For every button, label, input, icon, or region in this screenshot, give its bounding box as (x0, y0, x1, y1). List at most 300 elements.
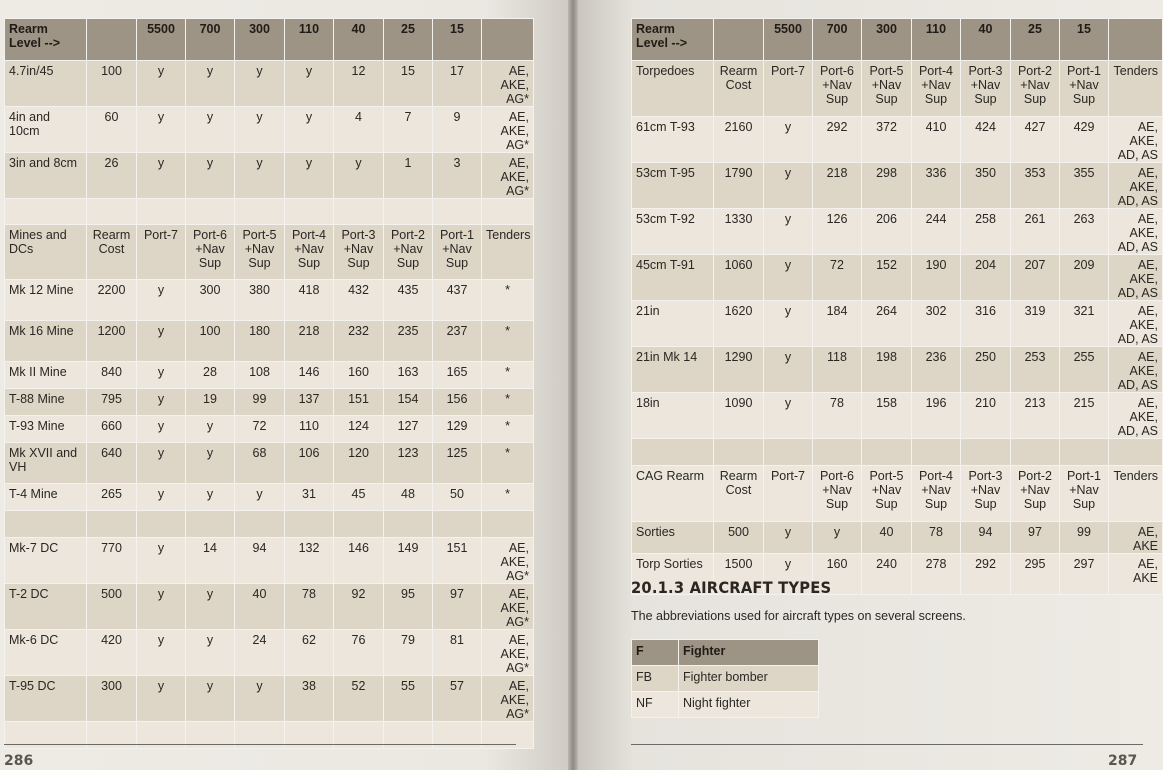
cell-lvl-300: y (235, 107, 285, 153)
cell-lvl-5500: y (764, 301, 813, 347)
cell-lvl-5500: Port-7 (137, 225, 186, 280)
cell-item (5, 199, 87, 225)
cell-lvl-700: Port-6 +Nav Sup (813, 61, 862, 117)
aircraft-name: Fighter bomber (679, 666, 819, 692)
header-cell-cost (87, 19, 137, 61)
cell-item: Mk II Mine (5, 362, 87, 389)
cell-lvl-5500: y (137, 538, 186, 584)
header-cell-lvl-5500: 5500 (764, 19, 813, 61)
cell-lvl-15: 17 (433, 61, 482, 107)
aircraft-abbr: NF (632, 692, 679, 718)
cell-lvl-25: 253 (1011, 347, 1060, 393)
table-row (5, 443, 534, 484)
cell-cost: 500 (87, 584, 137, 630)
cell-item: Sorties (632, 522, 714, 554)
header-cell-lvl-300: 300 (862, 19, 912, 61)
cell-tenders (482, 199, 534, 225)
aircraft-abbr: FB (632, 666, 679, 692)
cell-lvl-25: 7 (384, 107, 433, 153)
table-row (5, 484, 534, 511)
cell-lvl-15: 255 (1060, 347, 1109, 393)
cell-lvl-5500: y (137, 280, 186, 321)
cell-cost: 1060 (714, 255, 764, 301)
cell-lvl-300: Port-5 +Nav Sup (235, 225, 285, 280)
cell-lvl-700: 218 (813, 163, 862, 209)
table-row (5, 61, 534, 107)
section-heading: 20.1.3 AIRCRAFT TYPES (631, 578, 832, 597)
cell-cost: 770 (87, 538, 137, 584)
cell-lvl-110: y (285, 107, 334, 153)
table-row (5, 321, 534, 362)
cell-lvl-110: 110 (285, 416, 334, 443)
cell-lvl-40: Port-3 +Nav Sup (961, 61, 1011, 117)
table-row (5, 538, 534, 584)
cell-lvl-40: 210 (961, 393, 1011, 439)
cell-lvl-300: y (235, 484, 285, 511)
cell-lvl-40 (961, 439, 1011, 466)
table-row (5, 676, 534, 722)
header-cell-lvl-15: 15 (433, 19, 482, 61)
cell-lvl-5500: y (137, 389, 186, 416)
table-header-row (5, 19, 534, 61)
cell-lvl-300: 158 (862, 393, 912, 439)
cell-lvl-5500: y (137, 443, 186, 484)
cell-lvl-700: y (186, 153, 235, 199)
cell-lvl-5500: y (764, 209, 813, 255)
cell-lvl-110: 137 (285, 389, 334, 416)
cell-lvl-5500: y (137, 584, 186, 630)
left-footer-rule (4, 744, 516, 745)
table-row (5, 225, 534, 280)
cell-lvl-300 (235, 511, 285, 538)
cell-lvl-40: 52 (334, 676, 384, 722)
cell-lvl-300: 40 (235, 584, 285, 630)
cell-lvl-110: 410 (912, 117, 961, 163)
cell-item: Mk-6 DC (5, 630, 87, 676)
cell-item (5, 511, 87, 538)
cell-lvl-300: 68 (235, 443, 285, 484)
cell-item: Torp Sorties (632, 554, 714, 595)
cell-lvl-15: 165 (433, 362, 482, 389)
cell-lvl-700: y (186, 630, 235, 676)
cell-tenders: AE, AKE, AG* (482, 107, 534, 153)
cell-item: Mk 12 Mine (5, 280, 87, 321)
cell-lvl-110: 418 (285, 280, 334, 321)
cell-item: T-2 DC (5, 584, 87, 630)
cell-cost: 2200 (87, 280, 137, 321)
cell-lvl-25: 213 (1011, 393, 1060, 439)
cell-item: Mk 16 Mine (5, 321, 87, 362)
table-row (632, 466, 1163, 522)
cell-lvl-300: 372 (862, 117, 912, 163)
table-row (632, 61, 1163, 117)
cell-lvl-15: Port-1 +Nav Sup (433, 225, 482, 280)
cell-lvl-300: 94 (235, 538, 285, 584)
cell-lvl-15: 81 (433, 630, 482, 676)
cell-lvl-25: 319 (1011, 301, 1060, 347)
cell-lvl-40: 4 (334, 107, 384, 153)
cell-lvl-40: 160 (334, 362, 384, 389)
cell-lvl-110: 336 (912, 163, 961, 209)
cell-lvl-110: 106 (285, 443, 334, 484)
cell-cost: 500 (714, 522, 764, 554)
cell-lvl-25: 1 (384, 153, 433, 199)
cell-lvl-40: 232 (334, 321, 384, 362)
cell-lvl-110: 278 (912, 554, 961, 595)
cell-lvl-40: Port-3 +Nav Sup (334, 225, 384, 280)
section-description: The abbreviations used for aircraft types on several screens. (631, 609, 966, 623)
cell-lvl-15: 263 (1060, 209, 1109, 255)
cell-item: CAG Rearm (632, 466, 714, 522)
cell-lvl-5500: y (137, 107, 186, 153)
table-row (632, 209, 1163, 255)
cell-lvl-15: 3 (433, 153, 482, 199)
cell-lvl-110: 132 (285, 538, 334, 584)
cell-lvl-300: 198 (862, 347, 912, 393)
cell-item: 3in and 8cm (5, 153, 87, 199)
cell-lvl-110 (285, 511, 334, 538)
header-cell-lvl-15: 15 (1060, 19, 1109, 61)
cell-lvl-300: 108 (235, 362, 285, 389)
cell-lvl-110: 38 (285, 676, 334, 722)
aircraft-types-table (631, 639, 819, 718)
cell-cost: 840 (87, 362, 137, 389)
cell-lvl-300: y (235, 153, 285, 199)
cell-lvl-110: 31 (285, 484, 334, 511)
cell-lvl-5500: y (764, 255, 813, 301)
cell-cost: 1200 (87, 321, 137, 362)
cell-item: 53cm T-92 (632, 209, 714, 255)
cell-item: 61cm T-93 (632, 117, 714, 163)
cell-item: T-4 Mine (5, 484, 87, 511)
header-cell-cost (714, 19, 764, 61)
cell-lvl-110: 196 (912, 393, 961, 439)
cell-lvl-700: y (186, 61, 235, 107)
cell-lvl-700: y (186, 484, 235, 511)
cell-item: Mk-7 DC (5, 538, 87, 584)
cell-lvl-700: y (186, 584, 235, 630)
cell-tenders: * (482, 321, 534, 362)
cell-lvl-110: 218 (285, 321, 334, 362)
cell-lvl-15: 151 (433, 538, 482, 584)
cell-lvl-300: y (235, 61, 285, 107)
cell-lvl-300: 152 (862, 255, 912, 301)
cell-lvl-300: Port-5 +Nav Sup (862, 61, 912, 117)
cell-lvl-5500: y (137, 676, 186, 722)
cell-lvl-700: y (186, 107, 235, 153)
table-row (632, 301, 1163, 347)
cell-cost: 795 (87, 389, 137, 416)
table-row (5, 416, 534, 443)
cell-lvl-5500: y (764, 347, 813, 393)
cell-lvl-5500: y (137, 630, 186, 676)
header-cell-tenders (1109, 19, 1163, 61)
cell-tenders: * (482, 443, 534, 484)
cell-lvl-5500: Port-7 (764, 61, 813, 117)
table-row (5, 107, 534, 153)
cell-lvl-25: 95 (384, 584, 433, 630)
cell-lvl-40 (334, 511, 384, 538)
header-cell-lvl-300: 300 (235, 19, 285, 61)
cell-lvl-25: 55 (384, 676, 433, 722)
cell-lvl-15: 50 (433, 484, 482, 511)
cell-lvl-300: 240 (862, 554, 912, 595)
cell-lvl-5500: y (764, 163, 813, 209)
cell-lvl-40: 120 (334, 443, 384, 484)
cell-lvl-25: Port-2 +Nav Sup (1011, 61, 1060, 117)
cell-lvl-300: 180 (235, 321, 285, 362)
cell-tenders: AE, AKE (1109, 522, 1163, 554)
cell-lvl-25: 435 (384, 280, 433, 321)
cell-lvl-25: 427 (1011, 117, 1060, 163)
cell-lvl-15: 97 (433, 584, 482, 630)
cell-lvl-5500: y (764, 117, 813, 163)
cell-cost: 300 (87, 676, 137, 722)
cell-tenders: AE, AKE, AD, AS (1109, 301, 1163, 347)
cell-lvl-5500: y (137, 61, 186, 107)
cell-tenders: AE, AKE, AD, AS (1109, 163, 1163, 209)
cell-lvl-700: 126 (813, 209, 862, 255)
cell-lvl-700: y (813, 522, 862, 554)
cell-lvl-700: 118 (813, 347, 862, 393)
cell-lvl-300: 380 (235, 280, 285, 321)
cell-lvl-110: Port-4 +Nav Sup (912, 466, 961, 522)
cell-lvl-5500: Port-7 (764, 466, 813, 522)
cell-lvl-700: 160 (813, 554, 862, 595)
cell-item: T-95 DC (5, 676, 87, 722)
cell-tenders: AE, AKE, AD, AS (1109, 255, 1163, 301)
cell-cost: Rearm Cost (87, 225, 137, 280)
cell-lvl-40: 76 (334, 630, 384, 676)
cell-lvl-700: 300 (186, 280, 235, 321)
cell-cost: 420 (87, 630, 137, 676)
header-cell-lvl-110: 110 (912, 19, 961, 61)
cell-lvl-5500: y (137, 362, 186, 389)
cell-cost: 265 (87, 484, 137, 511)
cell-lvl-700: 292 (813, 117, 862, 163)
cell-cost: 1090 (714, 393, 764, 439)
book-spine (568, 0, 578, 770)
cell-lvl-5500: y (137, 416, 186, 443)
cell-lvl-25: 48 (384, 484, 433, 511)
cell-cost: Rearm Cost (714, 61, 764, 117)
cell-lvl-40: 316 (961, 301, 1011, 347)
cell-lvl-700: 100 (186, 321, 235, 362)
cell-cost: 1290 (714, 347, 764, 393)
cell-cost: Rearm Cost (714, 466, 764, 522)
cell-lvl-5500: y (764, 522, 813, 554)
cell-lvl-700: y (186, 416, 235, 443)
cell-lvl-300: 298 (862, 163, 912, 209)
header-cell-lvl-110: 110 (285, 19, 334, 61)
cell-lvl-15: 129 (433, 416, 482, 443)
cell-lvl-25: Port-2 +Nav Sup (1011, 466, 1060, 522)
cell-lvl-700: Port-6 +Nav Sup (813, 466, 862, 522)
aircraft-row (632, 692, 819, 718)
cell-cost (87, 199, 137, 225)
cell-tenders: AE, AKE, AG* (482, 630, 534, 676)
cell-lvl-40: 92 (334, 584, 384, 630)
cell-lvl-300: y (235, 676, 285, 722)
cell-item: 4in and 10cm (5, 107, 87, 153)
cell-lvl-700: 19 (186, 389, 235, 416)
cell-lvl-300 (862, 439, 912, 466)
cell-cost: 1620 (714, 301, 764, 347)
cell-tenders (1109, 439, 1163, 466)
cell-lvl-5500: y (137, 321, 186, 362)
header-cell-item: Rearm Level --> (632, 19, 714, 61)
cell-tenders: Tenders (1109, 466, 1163, 522)
cell-lvl-40: 424 (961, 117, 1011, 163)
cell-lvl-25 (384, 199, 433, 225)
cell-lvl-5500 (137, 199, 186, 225)
cell-lvl-15: 99 (1060, 522, 1109, 554)
table-row (5, 389, 534, 416)
cell-lvl-5500: y (764, 554, 813, 595)
cell-lvl-40: y (334, 153, 384, 199)
cell-cost: 660 (87, 416, 137, 443)
cell-lvl-40: 204 (961, 255, 1011, 301)
cell-lvl-700: y (186, 443, 235, 484)
cell-lvl-25: 97 (1011, 522, 1060, 554)
cell-lvl-15: 437 (433, 280, 482, 321)
cell-cost: 2160 (714, 117, 764, 163)
table-row (632, 393, 1163, 439)
cell-item: Mk XVII and VH (5, 443, 87, 484)
cell-lvl-5500 (137, 511, 186, 538)
cell-tenders: AE, AKE, AD, AS (1109, 209, 1163, 255)
cell-lvl-5500: y (137, 484, 186, 511)
cell-lvl-40: 432 (334, 280, 384, 321)
cell-cost: 26 (87, 153, 137, 199)
cell-lvl-40 (334, 199, 384, 225)
cell-lvl-40: 124 (334, 416, 384, 443)
cell-cost: 1790 (714, 163, 764, 209)
aircraft-abbr-header: F (632, 640, 679, 666)
cell-lvl-5500 (764, 439, 813, 466)
spacer-row (5, 199, 534, 225)
cell-lvl-25 (1011, 439, 1060, 466)
cell-lvl-700: 28 (186, 362, 235, 389)
table-row (5, 362, 534, 389)
header-cell-lvl-40: 40 (334, 19, 384, 61)
table-row (5, 584, 534, 630)
cell-lvl-40: 250 (961, 347, 1011, 393)
cell-lvl-5500: y (764, 393, 813, 439)
cell-tenders: * (482, 484, 534, 511)
cell-tenders: * (482, 280, 534, 321)
cell-lvl-700: y (186, 676, 235, 722)
cell-item (632, 439, 714, 466)
right-footer-rule (631, 744, 1143, 745)
cell-lvl-700: Port-6 +Nav Sup (186, 225, 235, 280)
cell-lvl-15: 321 (1060, 301, 1109, 347)
cell-lvl-300: 72 (235, 416, 285, 443)
aircraft-header-row (632, 640, 819, 666)
cell-tenders: * (482, 416, 534, 443)
header-cell-lvl-700: 700 (186, 19, 235, 61)
cell-lvl-40: Port-3 +Nav Sup (961, 466, 1011, 522)
cell-lvl-40: 292 (961, 554, 1011, 595)
cell-item: 4.7in/45 (5, 61, 87, 107)
cell-lvl-300 (235, 199, 285, 225)
cell-tenders: AE, AKE, AG* (482, 153, 534, 199)
table-header-row (632, 19, 1163, 61)
header-cell-tenders (482, 19, 534, 61)
cell-lvl-110: y (285, 153, 334, 199)
cell-lvl-15 (433, 511, 482, 538)
cell-lvl-5500: y (137, 153, 186, 199)
cell-lvl-110: 78 (285, 584, 334, 630)
cell-lvl-25: 353 (1011, 163, 1060, 209)
cell-lvl-25: 235 (384, 321, 433, 362)
header-cell-item: Rearm Level --> (5, 19, 87, 61)
cell-cost: 100 (87, 61, 137, 107)
cell-lvl-15 (1060, 439, 1109, 466)
cell-lvl-110: 244 (912, 209, 961, 255)
cell-lvl-110: 62 (285, 630, 334, 676)
table-row (5, 280, 534, 321)
cell-lvl-15: Port-1 +Nav Sup (1060, 61, 1109, 117)
cell-item: Mines and DCs (5, 225, 87, 280)
cell-lvl-110 (285, 199, 334, 225)
header-cell-lvl-700: 700 (813, 19, 862, 61)
cell-lvl-700: 184 (813, 301, 862, 347)
cell-lvl-40: 258 (961, 209, 1011, 255)
cell-lvl-40: 350 (961, 163, 1011, 209)
table-row (5, 630, 534, 676)
cell-lvl-40: 146 (334, 538, 384, 584)
cell-cost: 640 (87, 443, 137, 484)
cell-tenders (482, 511, 534, 538)
cell-lvl-300: 264 (862, 301, 912, 347)
aircraft-name: Night fighter (679, 692, 819, 718)
cell-lvl-15: 125 (433, 443, 482, 484)
table-row (632, 347, 1163, 393)
table-row (632, 117, 1163, 163)
cell-item: 45cm T-91 (632, 255, 714, 301)
cell-lvl-15: 297 (1060, 554, 1109, 595)
cell-lvl-25: 261 (1011, 209, 1060, 255)
cell-tenders: AE, AKE, AG* (482, 584, 534, 630)
cell-cost: 1500 (714, 554, 764, 595)
cell-lvl-25: 15 (384, 61, 433, 107)
cell-lvl-15: 156 (433, 389, 482, 416)
cell-lvl-15: 429 (1060, 117, 1109, 163)
cell-lvl-15: 215 (1060, 393, 1109, 439)
aircraft-row (632, 666, 819, 692)
cell-tenders: * (482, 362, 534, 389)
cell-lvl-25: 207 (1011, 255, 1060, 301)
cell-item: 53cm T-95 (632, 163, 714, 209)
cell-lvl-25: 295 (1011, 554, 1060, 595)
cell-item: T-93 Mine (5, 416, 87, 443)
cell-item: Torpedoes (632, 61, 714, 117)
header-cell-lvl-25: 25 (1011, 19, 1060, 61)
cell-item: 21in Mk 14 (632, 347, 714, 393)
cell-tenders: AE, AKE, AD, AS (1109, 117, 1163, 163)
cell-lvl-40: 12 (334, 61, 384, 107)
cell-tenders: Tenders (482, 225, 534, 280)
cell-tenders: * (482, 389, 534, 416)
cell-lvl-300: 40 (862, 522, 912, 554)
cell-lvl-40: 94 (961, 522, 1011, 554)
cell-tenders: AE, AKE (1109, 554, 1163, 595)
cell-lvl-110 (912, 439, 961, 466)
cell-lvl-25: 79 (384, 630, 433, 676)
cell-tenders: AE, AKE, AD, AS (1109, 347, 1163, 393)
cell-item: 21in (632, 301, 714, 347)
